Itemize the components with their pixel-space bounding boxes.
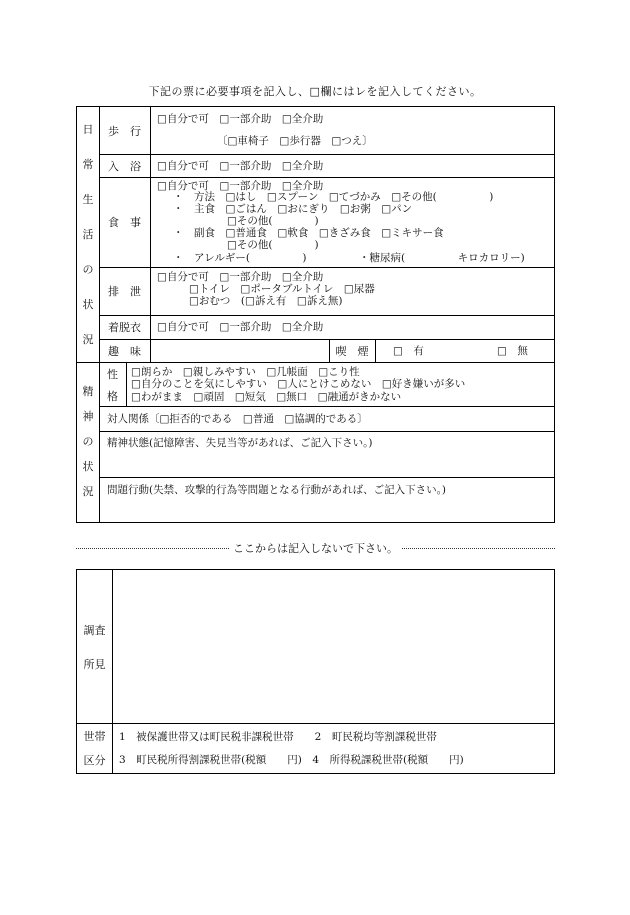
- section-char: 状: [82, 298, 94, 311]
- personality-options-3[interactable]: □わがまま □頑固 □短気 □無口 □融通がきかない: [131, 391, 402, 403]
- dotted-line: [402, 548, 555, 549]
- relations-options[interactable]: 対人関係〔□拒否的である □普通 □協調的である〕: [107, 413, 368, 425]
- divider: [99, 177, 555, 178]
- meals-staple-other[interactable]: □その他( ): [227, 215, 319, 227]
- office-use-form: [76, 569, 555, 774]
- excretion-toilet[interactable]: □トイレ □ポータブルトイレ □尿器: [189, 283, 375, 295]
- divider: [99, 406, 555, 407]
- dotted-line: [76, 548, 229, 549]
- divider: [99, 154, 555, 155]
- personality-options-2[interactable]: □自分のことを気にしやすい □人にとけこめない □好き嫌いが多い: [131, 378, 466, 390]
- section-char: 生: [82, 193, 94, 206]
- personality-label-bottom: 格: [107, 389, 118, 403]
- excretion-options[interactable]: □自分で可 □一部介助 □全介助: [157, 271, 324, 283]
- bathing-options[interactable]: □自分で可 □一部介助 □全介助: [157, 160, 324, 172]
- divider: [77, 723, 555, 724]
- smoking-yes-option[interactable]: □ 有: [393, 345, 424, 357]
- bathing-label: 入 浴: [108, 159, 141, 173]
- divider: [112, 570, 113, 774]
- problem-behavior-prompt: 問題行動(失禁、攻撃的行為等問題となる行動があれば、ご記入下さい。): [107, 484, 446, 496]
- section-char: 神: [82, 410, 94, 423]
- meals-side-other[interactable]: □その他( ): [227, 239, 319, 251]
- meals-options[interactable]: □自分で可 □一部介助 □全介助: [157, 180, 324, 192]
- walking-label: 歩 行: [108, 124, 141, 138]
- meals-side[interactable]: ・ 副食 □普通食 □軟食 □きざみ食 □ミキサー食: [173, 227, 444, 239]
- divider: [99, 267, 555, 268]
- divider: [375, 339, 376, 362]
- household-label-1: 世帯: [83, 730, 106, 743]
- household-class-line-1: 1 被保護世帯又は町民税非課税世帯 2 町民税均等割課税世帯: [119, 731, 437, 743]
- excretion-diaper[interactable]: □おむつ (□訴え有 □訴え無): [189, 295, 343, 307]
- instruction-text: 下記の票に必要事項を記入し、□欄にはレを記入してください。: [148, 85, 482, 98]
- divider: [99, 315, 555, 316]
- dressing-options[interactable]: □自分で可 □一部介助 □全介助: [157, 321, 324, 333]
- divider: [99, 431, 555, 432]
- meals-diabetes[interactable]: ・糖尿病( キロカロリー): [359, 252, 525, 264]
- meals-label: 食 事: [108, 216, 141, 229]
- smoking-label: 喫 煙: [335, 344, 369, 358]
- separator-text: ここからは記入しないで下さい。: [233, 542, 398, 555]
- section-char: 常: [82, 158, 94, 171]
- divider: [99, 477, 555, 478]
- household-label-2: 区分: [83, 754, 106, 767]
- section-char: 日: [82, 123, 94, 136]
- personality-label-top: 性: [107, 367, 118, 381]
- office-use-separator: [76, 540, 555, 556]
- smoking-no-option[interactable]: □ 無: [497, 345, 528, 357]
- personality-options-1[interactable]: □朗らか □親しみやすい □几帳面 □こり性: [131, 366, 360, 378]
- daily-life-section-label: [77, 121, 99, 347]
- section-char: 況: [82, 485, 94, 498]
- excretion-label: 排 泄: [108, 285, 141, 298]
- mental-section-label: [77, 383, 99, 499]
- divider: [150, 107, 151, 362]
- section-char: 況: [82, 333, 94, 346]
- dressing-label: 着脱衣: [108, 321, 141, 334]
- walking-aids[interactable]: 〔□車椅子 □歩行器 □つえ〕: [217, 135, 373, 147]
- meals-allergy[interactable]: ・ アレルギー( ): [173, 252, 307, 264]
- daily-mental-form: [76, 106, 555, 523]
- section-char: 活: [82, 228, 94, 241]
- section-char: の: [82, 263, 94, 276]
- hobby-label: 趣 味: [108, 344, 141, 358]
- survey-label-2: 所見: [83, 658, 106, 671]
- divider: [77, 362, 555, 363]
- divider: [99, 339, 555, 340]
- section-char: 精: [82, 385, 94, 398]
- mental-state-prompt: 精神状態(記憶障害、失見当等があれば、ご記入下さい。): [107, 437, 373, 449]
- divider: [126, 363, 127, 406]
- meals-method[interactable]: ・ 方法 □はし □スプーン □てづかみ □その他( ): [173, 191, 494, 203]
- section-char: の: [82, 435, 94, 448]
- household-class-line-2: 3 町民税所得割課税世帯(税額 円) 4 所得税課税世帯(税額 円): [119, 754, 464, 766]
- section-char: 状: [82, 460, 94, 473]
- survey-label-1: 調査: [83, 624, 106, 637]
- meals-staple[interactable]: ・ 主食 □ごはん □おにぎり □お粥 □パン: [173, 203, 413, 215]
- walking-options[interactable]: □自分で可 □一部介助 □全介助: [157, 113, 324, 125]
